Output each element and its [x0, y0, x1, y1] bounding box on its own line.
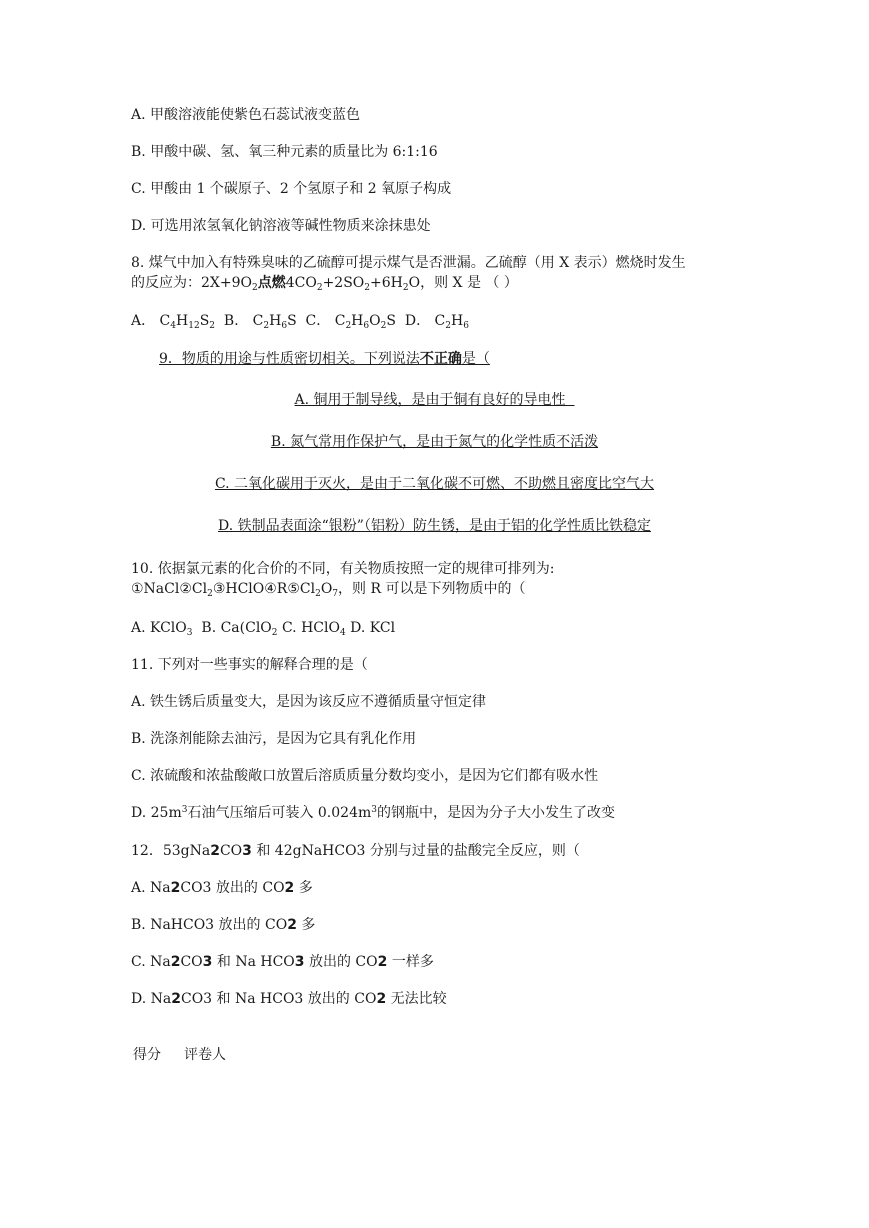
q8-options: A． $C_4H_{12}S_2$ B． $C_2H_6S$ C． $C_2H_6O_2S$ D． $C_2H_6$ [131, 313, 469, 331]
score-label: 得分 [133, 1047, 161, 1063]
q7-option-a: A. 甲酸溶液能使紫色石蕊试液变蓝色 [131, 107, 361, 123]
q10-stem-line2: $①NaCl②Cl_2③HClO④R⑤Cl_2O_7$，则 R 可以是下列物质中的（ [131, 581, 526, 599]
q7-option-b: B. 甲酸中碳、氢、氧三种元素的质量比为 6:1:16 [131, 144, 438, 160]
q8-stem-line2: 的反应为：$2X+9O_2$点燃$4CO_2+2SO_2+6H_2O$，则 X 是 （ ） [131, 275, 518, 293]
q12-stem: 12．53gNa2CO3 和 42gNaHCO3 分别与过量的盐酸完全反应，则（ [131, 843, 580, 859]
q10-options: A. KClO$_3$ B. Ca(ClO$_2$ C. HClO$_4$ D. KCl [131, 620, 396, 638]
q11-stem: 11. 下列对一些事实的解释合理的是（ [131, 657, 368, 673]
q9-option-c: C. 二氧化碳用于灭火，是由于二氧化碳不可燃、不助燃且密度比空气大 [214, 476, 655, 492]
ignite-condition: 点燃 [257, 275, 286, 291]
q9-option-d: D. 铁制品表面涂“银粉”（铝粉）防生锈，是由于铝的化学性质比铁稳定 [218, 518, 651, 534]
q12-option-c: C. Na2CO3 和 Na HCO3 放出的 CO2 一样多 [131, 954, 434, 970]
q9-option-a: A. 铜用于制导线，是由于铜有良好的导电性 [294, 392, 575, 408]
q10-stem-line1: 10. 依据氯元素的化合价的不同，有关物质按照一定的规律可排列为: [131, 561, 555, 577]
q12-option-a: A. Na2CO3 放出的 CO2 多 [131, 880, 313, 896]
q9-stem: 9．物质的用途与性质密切相关。下列说法不正确是（ [159, 351, 490, 367]
grader-label: 评卷人 [184, 1047, 226, 1063]
q11-option-c: C. 浓硫酸和浓盐酸敞口放置后溶质质量分数均变小，是因为它们都有吸水性 [131, 768, 599, 784]
q7-option-c: C. 甲酸由 1 个碳原子、2 个氢原子和 2 氧原子构成 [131, 181, 452, 197]
q7-option-d: D. 可选用浓氢氧化钠溶液等碱性物质来涂抹患处 [131, 218, 431, 234]
q12-option-b: B. NaHCO3 放出的 CO2 多 [131, 917, 316, 933]
q11-option-d: D. $25m^3$石油气压缩后可装入 $0.024m^3$的钢瓶中，是因为分子大小发生了改变 [131, 805, 615, 821]
q11-option-a: A. 铁生锈后质量变大，是因为该反应不遵循质量守恒定律 [131, 694, 487, 710]
q12-option-d: D. Na2CO3 和 Na HCO3 放出的 CO2 无法比较 [131, 991, 447, 1007]
q9-option-b: B. 氮气常用作保护气，是由于氮气的化学性质不活泼 [270, 434, 599, 450]
q8-stem-line1: 8. 煤气中加入有特殊臭味的乙硫醇可提示煤气是否泄漏。乙硫醇（用 X 表示）燃烧时发生 [131, 255, 686, 271]
q11-option-b: B. 洗涤剂能除去油污，是因为它具有乳化作用 [131, 731, 417, 747]
